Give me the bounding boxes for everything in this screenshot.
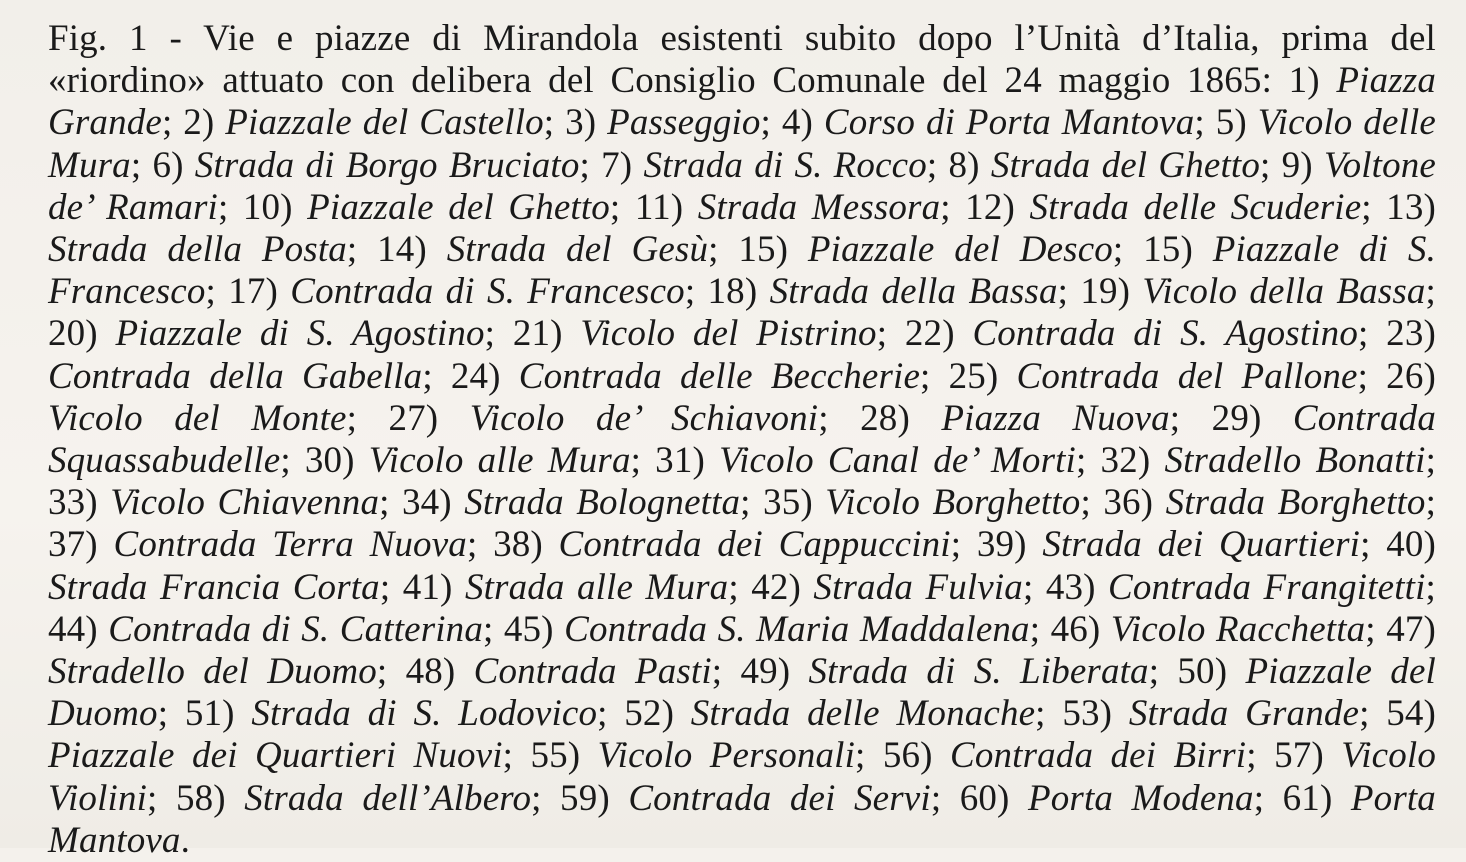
street-entry: 17) Contrada di S. Francesco; bbox=[228, 271, 708, 313]
entry-number: 47) bbox=[1386, 608, 1436, 650]
entry-number: 58) bbox=[175, 777, 226, 819]
entry-number: 14) bbox=[377, 229, 427, 271]
entry-name: Piazzale di S. Francesco bbox=[48, 229, 1436, 313]
entry-number: 49) bbox=[740, 651, 791, 693]
entry-number: 8) bbox=[948, 144, 980, 186]
entry-name: Contrada delle Beccherie bbox=[518, 355, 921, 397]
street-entry: 53) Strada Grande; bbox=[1062, 693, 1387, 735]
entry-number: 59) bbox=[560, 777, 610, 819]
entry-number: 55) bbox=[530, 735, 581, 777]
entry-name: Vicolo de’ Schiavoni bbox=[469, 397, 819, 439]
entry-number: 15) bbox=[738, 229, 789, 271]
entry-number: 22) bbox=[904, 313, 955, 355]
street-entry: 48) Contrada Pasti; bbox=[405, 651, 741, 693]
street-entry: 46) Vicolo Racchetta; bbox=[1050, 608, 1387, 650]
street-entry: 4) Corso di Porta Mantova; bbox=[781, 102, 1216, 144]
street-entry: 14) Strada del Gesù; bbox=[377, 229, 739, 271]
street-entry: 40) Strada Francia Corta; bbox=[48, 524, 1436, 608]
entry-number: 53) bbox=[1062, 693, 1113, 735]
street-entry: 49) Strada di S. Liberata; bbox=[740, 651, 1178, 693]
entry-name: Strada del Ghetto bbox=[990, 144, 1261, 186]
street-entry: 5) Vicolo delle Mura; bbox=[48, 102, 1436, 186]
entry-name: Strada di S. Rocco bbox=[643, 144, 927, 186]
entry-name: Strada delle Scuderie bbox=[1029, 186, 1362, 228]
entry-name: Strada delle Monache bbox=[690, 693, 1036, 735]
entry-name: Piazzale del Ghetto bbox=[307, 186, 610, 228]
entry-number: 56) bbox=[882, 735, 933, 777]
street-entry: 34) Strada Bolognetta; bbox=[402, 482, 764, 524]
street-entry: 33) Vicolo Chiavenna; bbox=[48, 482, 402, 524]
caption-intro: - Vie e piazze di Mirandola esistenti subito dopo l’Unità d’Italia, prima del «riordino» attuato con delibera del Consiglio Comunale del 24 maggio 1865: bbox=[48, 18, 1436, 102]
entry-name: Strada della Posta bbox=[48, 229, 347, 271]
entry-number: 29) bbox=[1211, 397, 1262, 439]
street-entry: 41) Strada alle Mura; bbox=[402, 566, 752, 608]
entry-name: Strada Messora bbox=[697, 186, 941, 228]
street-entry: 50) Piazzale del Duomo; bbox=[48, 651, 1436, 735]
street-entry: 26) Vicolo del Monte; bbox=[48, 355, 1436, 439]
entry-number: 3) bbox=[565, 102, 597, 144]
street-entry: 11) Strada Messora; bbox=[634, 186, 966, 228]
entry-name: Piazzale del Desco bbox=[807, 229, 1113, 271]
entry-name: Strada Bolognetta bbox=[464, 482, 741, 524]
entry-number: 33) bbox=[48, 482, 98, 524]
street-entry: 20) Piazzale di S. Agostino; bbox=[48, 313, 513, 355]
entry-name: Vicolo Personali bbox=[597, 735, 856, 777]
street-entry: 25) Contrada del Pallone; bbox=[948, 355, 1387, 397]
street-entry: 45) Contrada S. Maria Maddalena; bbox=[503, 608, 1051, 650]
street-entry: 9) Voltone de’ Ramari; bbox=[48, 144, 1436, 228]
entry-number: 57) bbox=[1274, 735, 1324, 777]
entry-name: Strada della Bassa bbox=[769, 271, 1058, 313]
street-entry: 19) Vicolo della Bassa; bbox=[1080, 271, 1436, 313]
street-entry: 37) Contrada Terra Nuova; bbox=[48, 524, 494, 566]
entry-name: Strada del Gesù bbox=[446, 229, 709, 271]
entry-number: 21) bbox=[512, 313, 563, 355]
entry-number: 23) bbox=[1386, 313, 1436, 355]
street-entry: 15) Piazzale del Desco; bbox=[738, 229, 1144, 271]
entry-name: Porta Modena bbox=[1028, 777, 1254, 819]
street-entry: 7) Strada di S. Rocco; bbox=[601, 144, 949, 186]
entry-name: Vicolo Borghetto bbox=[825, 482, 1081, 524]
street-entry: 29) Contrada Squassabudelle; bbox=[48, 397, 1436, 482]
entry-number: 31) bbox=[655, 440, 705, 482]
street-entry: 54) Piazzale dei Quartieri Nuovi; bbox=[48, 693, 1437, 777]
entry-name: Vicolo del Monte bbox=[48, 397, 347, 439]
entry-name: Piazzale del Castello bbox=[225, 102, 544, 144]
entry-number: 34) bbox=[402, 482, 452, 524]
street-entry: 23) Contrada della Gabella; bbox=[48, 313, 1436, 397]
entry-number: 37) bbox=[48, 524, 98, 566]
entry-name: Contrada Squassabudelle bbox=[48, 397, 1436, 482]
street-entry: 10) Piazzale del Ghetto; bbox=[242, 186, 635, 228]
entry-name: Strada di S. Lodovico bbox=[251, 693, 598, 735]
street-entry: 28) Piazza Nuova; bbox=[860, 397, 1212, 439]
street-entry: 43) Contrada Frangitetti; bbox=[1045, 566, 1436, 608]
entry-name: Vicolo Canal de’ Morti bbox=[719, 440, 1076, 482]
entry-number: 61) bbox=[1282, 777, 1333, 819]
entry-name: Contrada Frangitetti bbox=[1108, 566, 1426, 608]
street-entry: 2) Piazzale del Castello; bbox=[183, 102, 566, 144]
street-entry: 47) Stradello del Duomo; bbox=[48, 608, 1436, 693]
street-entry: 12) Strada delle Scuderie; bbox=[965, 186, 1387, 228]
street-entry: 6) Strada di Borgo Bruciato; bbox=[152, 144, 602, 186]
entry-number: 12) bbox=[965, 186, 1015, 228]
entry-number: 39) bbox=[976, 524, 1027, 566]
entry-number: 19) bbox=[1080, 271, 1131, 313]
street-entry: 57) Vicolo Violini; bbox=[48, 735, 1436, 819]
street-entry: 32) Stradello Bonatti; bbox=[1100, 440, 1436, 482]
street-entry: 39) Strada dei Quartieri; bbox=[976, 524, 1387, 566]
entry-number: 6) bbox=[152, 144, 184, 186]
entry-number: 7) bbox=[601, 144, 633, 186]
entry-name: Vicolo della Bassa bbox=[1142, 271, 1426, 313]
entry-number: 60) bbox=[959, 777, 1010, 819]
street-entry: 51) Strada di S. Lodovico; bbox=[184, 693, 625, 735]
entry-name: Contrada del Pallone bbox=[1016, 355, 1358, 397]
street-entry: 3) Passeggio; bbox=[565, 102, 782, 144]
street-entry: 38) Contrada dei Cappuccini; bbox=[493, 524, 977, 566]
entry-name: Vicolo delle Mura bbox=[48, 102, 1436, 186]
entry-number: 13) bbox=[1386, 186, 1436, 228]
street-entry: 1) Piazza Grande; bbox=[48, 60, 1437, 144]
street-entry: 59) Contrada dei Servi; bbox=[560, 777, 960, 819]
entry-number: 42) bbox=[751, 566, 801, 608]
entry-name: Strada Grande bbox=[1128, 693, 1360, 735]
street-entry: 8) Strada del Ghetto; bbox=[948, 144, 1282, 186]
entry-number: 9) bbox=[1281, 144, 1313, 186]
entry-name: Stradello del Duomo bbox=[48, 651, 377, 693]
entry-name: Piazza Grande bbox=[48, 60, 1437, 144]
street-entry: 36) Strada Borghetto; bbox=[1103, 482, 1437, 524]
entry-name: Vicolo Racchetta bbox=[1110, 608, 1366, 650]
figure-caption bbox=[48, 18, 1436, 862]
entry-name: Vicolo alle Mura bbox=[368, 440, 631, 482]
entry-name: Strada Francia Corta bbox=[48, 566, 380, 608]
street-entry: 27) Vicolo de’ Schiavoni; bbox=[388, 397, 861, 439]
entry-name: Porta Mantova bbox=[48, 777, 1436, 861]
entry-number: 40) bbox=[1386, 524, 1436, 566]
street-entry: 52) Strada delle Monache; bbox=[624, 693, 1063, 735]
entry-number: 50) bbox=[1177, 651, 1228, 693]
entry-name: Strada dei Quartieri bbox=[1042, 524, 1361, 566]
entry-name: Voltone de’ Ramari bbox=[48, 144, 1436, 228]
entry-name: Vicolo del Pistrino bbox=[580, 313, 877, 355]
entry-number: 11) bbox=[634, 186, 684, 228]
street-entry: 44) Contrada di S. Catterina; bbox=[48, 608, 504, 650]
street-entry: 22) Contrada di S. Agostino; bbox=[904, 313, 1387, 355]
entry-name: Contrada di S. Agostino bbox=[972, 313, 1358, 355]
entry-number: 4) bbox=[781, 102, 813, 144]
entry-number: 46) bbox=[1050, 608, 1101, 650]
entry-number: 26) bbox=[1386, 355, 1436, 397]
street-entry: 21) Vicolo del Pistrino; bbox=[512, 313, 905, 355]
entry-name: Corso di Porta Mantova bbox=[823, 102, 1195, 144]
entry-name: Vicolo Violini bbox=[48, 735, 1436, 819]
entry-number: 15) bbox=[1143, 229, 1193, 271]
entry-name: Contrada S. Maria Maddalena bbox=[564, 608, 1030, 650]
entry-number: 20) bbox=[48, 313, 98, 355]
street-entry: 24) Contrada delle Beccherie; bbox=[450, 355, 949, 397]
entry-name: Piazzale di S. Agostino bbox=[115, 313, 485, 355]
entry-number: 24) bbox=[450, 355, 501, 397]
entry-number: 2) bbox=[183, 102, 215, 144]
entry-number: 36) bbox=[1103, 482, 1154, 524]
entry-name: Contrada dei Birri bbox=[950, 735, 1247, 777]
entry-name: Passeggio bbox=[607, 102, 761, 144]
street-entry: 18) Strada della Bassa; bbox=[707, 271, 1081, 313]
entry-name: Vicolo Chiavenna bbox=[110, 482, 380, 524]
entry-number: 41) bbox=[402, 566, 453, 608]
entry-number: 52) bbox=[624, 693, 675, 735]
entry-name: Piazzale dei Quartieri Nuovi bbox=[48, 735, 503, 777]
entry-name: Contrada Terra Nuova bbox=[113, 524, 467, 566]
entry-name: Contrada di S. Francesco bbox=[290, 271, 685, 313]
street-entry: 31) Vicolo Canal de’ Morti; bbox=[655, 440, 1101, 482]
entry-number: 45) bbox=[503, 608, 554, 650]
street-entry: 15) Piazzale di S. Francesco; bbox=[48, 229, 1436, 313]
entry-name: Strada di Borgo Bruciato bbox=[194, 144, 580, 186]
entry-number: 32) bbox=[1100, 440, 1151, 482]
entry-number: 54) bbox=[1386, 693, 1437, 735]
entry-name: Contrada della Gabella bbox=[48, 355, 423, 397]
entry-number: 38) bbox=[493, 524, 543, 566]
street-entry: 30) Vicolo alle Mura; bbox=[304, 440, 656, 482]
entry-number: 30) bbox=[304, 440, 355, 482]
entry-number: 27) bbox=[388, 397, 439, 439]
entry-number: 5) bbox=[1215, 102, 1247, 144]
entry-name: Contrada di S. Catterina bbox=[108, 608, 483, 650]
entry-number: 17) bbox=[228, 271, 279, 313]
caption-label: Fig. 1 bbox=[48, 18, 148, 59]
street-entry: 58) Strada dell’Albero; bbox=[175, 777, 561, 819]
entry-number: 51) bbox=[184, 693, 235, 735]
entry-name: Stradello Bonatti bbox=[1164, 440, 1426, 482]
entry-number: 28) bbox=[860, 397, 910, 439]
entry-number: 43) bbox=[1045, 566, 1096, 608]
street-entry: 42) Strada Fulvia; bbox=[751, 566, 1046, 608]
entry-name: Piazzale del Duomo bbox=[48, 651, 1436, 735]
entry-name: Strada dell’Albero bbox=[244, 777, 532, 819]
entry-name: Contrada dei Servi bbox=[628, 777, 931, 819]
street-list bbox=[48, 60, 1436, 861]
entry-name: Piazza Nuova bbox=[941, 397, 1170, 439]
entry-number: 10) bbox=[242, 186, 293, 228]
entry-name: Contrada dei Cappuccini bbox=[558, 524, 951, 566]
street-entry: 35) Vicolo Borghetto; bbox=[763, 482, 1104, 524]
street-entry: 55) Vicolo Personali; bbox=[530, 735, 883, 777]
street-entry: 60) Porta Modena; bbox=[959, 777, 1283, 819]
entry-name: Strada Fulvia bbox=[813, 566, 1023, 608]
entry-number: 35) bbox=[763, 482, 813, 524]
street-entry: 61) Porta Mantova. bbox=[48, 777, 1436, 861]
entry-number: 1) bbox=[1288, 60, 1320, 102]
street-entry: 56) Contrada dei Birri; bbox=[882, 735, 1275, 777]
entry-number: 25) bbox=[948, 355, 999, 397]
entry-name: Strada di S. Liberata bbox=[808, 651, 1149, 693]
entry-number: 48) bbox=[405, 651, 456, 693]
entry-name: Contrada Pasti bbox=[473, 651, 712, 693]
entry-number: 44) bbox=[48, 608, 98, 650]
street-entry: 13) Strada della Posta; bbox=[48, 186, 1436, 271]
entry-name: Strada Borghetto bbox=[1165, 482, 1426, 524]
entry-number: 18) bbox=[707, 271, 758, 313]
entry-name: Strada alle Mura bbox=[464, 566, 729, 608]
